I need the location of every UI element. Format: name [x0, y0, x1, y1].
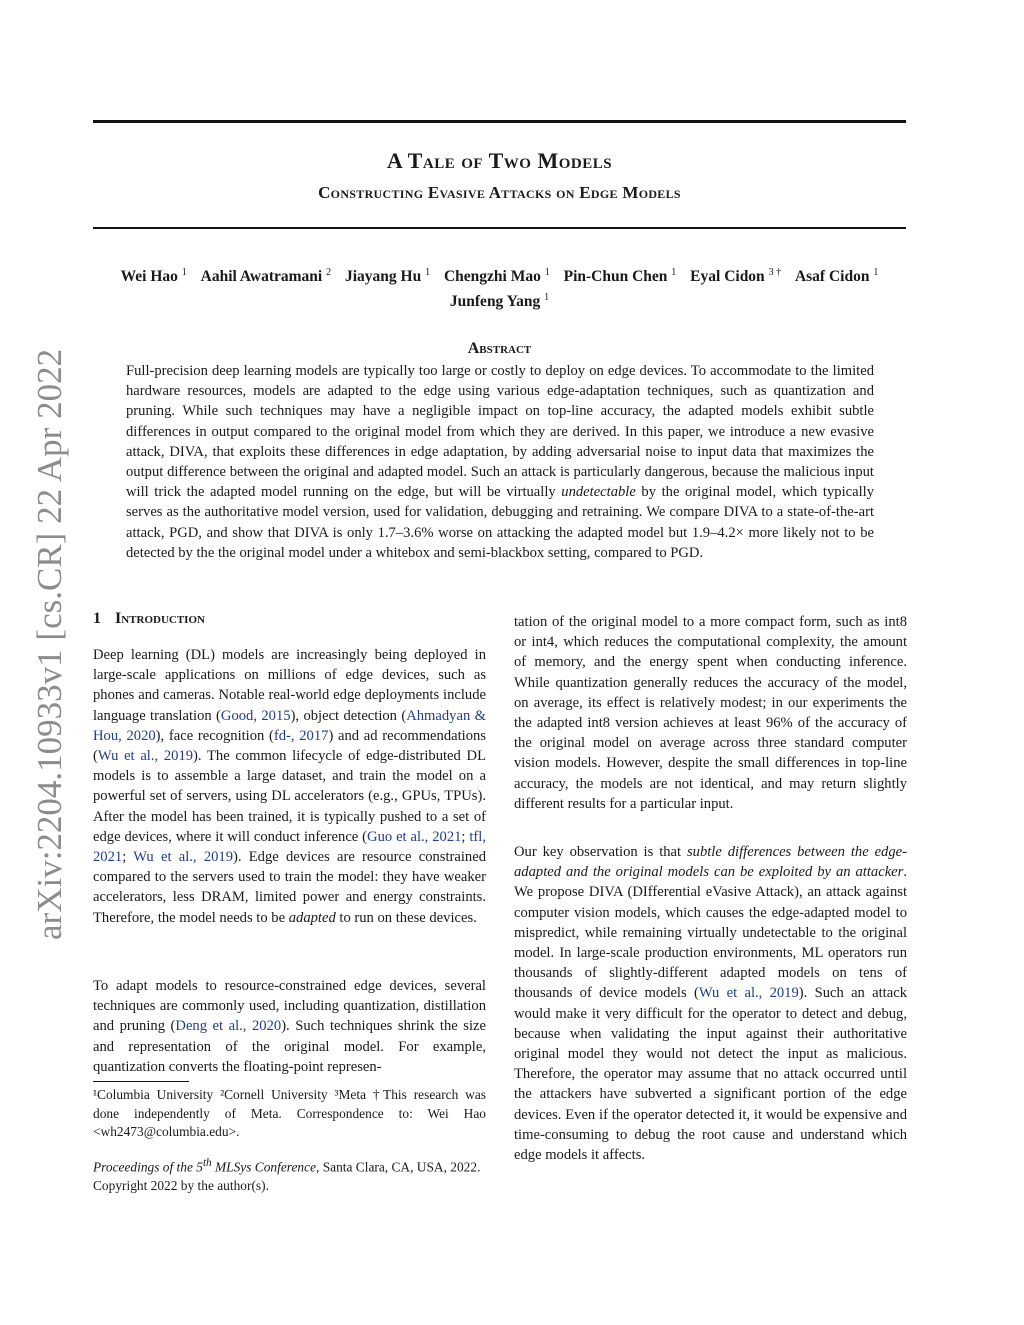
paper-title: A Tale of Two Models	[386, 148, 613, 173]
citation-link[interactable]: fd-, 2017	[273, 727, 329, 744]
author: Chengzhi Mao $^1$	[443, 267, 550, 286]
citation-link[interactable]: Wu et al., 2019	[133, 849, 234, 866]
citation-link[interactable]: Wu et al., 2019	[97, 748, 194, 765]
right-column-paragraph-2: Our key observation is that subtle differences between the edge-adapted and the original models can be exploited by an attacker. We propose DIVA (DIfferential eVasive Attack), an attack against computer vision models, which causes the edge-adapted model to mispredict, while remaining virtually undetectable to the original model. In large-scale production environments, ML operators run thousands of slightly-different adapted models on tens of thousands of device models (Wu et al., 2019). Such an attack would make it very difficult for the operator to detect and debug, because when validating the input against their authoritative original model they would not detect the input as malicious. Therefore, the operator may assume that no attack occurred until the attackers have subverted a significant portion of the edge devices. Even if the operator detected it, it would be expensive and time-consuming to debug the root cause and understand which edge models it affects.	[514, 844, 907, 1164]
right-column-paragraph-1: tation of the original model to a more compact form, such as int8 or int4, which reduces the computational complexity, the amount of memory, and the energy spent when conducting inference. While quantization generally reduces the accuracy of the model, on average, its effect is relatively modest; in our experiments the the adapted int8 version achieves at least 96% of the accuracy of the original model on average across three standard computer vision models. However, despite the small differences in top-line accuracy, the models are not identical, and may return slightly different results for a particular input.	[514, 614, 907, 812]
abstract-text: Full-precision deep learning models are typically too large or costly to deploy on edge devices. To accommodate to the limited hardware resources, models are adapted to the edge using various edge-adaptation techniques, such as quantization and pruning. While such techniques may have a negligible impact on top-line accuracy, the adapted models exhibit subtle differences in output compared to the original model from which they are derived. In this paper, we introduce a new evasive attack, DIVA, that exploits these differences in edge adaptation, by adding adversarial noise to input data that maximizes the output difference between the original and adapted model. Such an attack is particularly dangerous, because the malicious input will trick the adapted model running on the edge, but will be virtually undetectable by the original model, which typically serves as the authoritative model version, used for validation, debugging and retraining. We compare DIVA to a state-of-the-art attack, PGD, and show that DIVA is only 1.7–3.6% worse on attacking the adapted model but 1.9–4.2× more likely not to be detected by the the original model under a whitebox and semi-blackbox setting, compared to PGD.	[126, 363, 874, 561]
citation-link[interactable]: Wu et al., 2019	[698, 985, 799, 1002]
footnote-rule	[93, 1081, 189, 1082]
affiliations-footnote: ¹Columbia University ²Cornell University ³Meta †This research was done independently of Meta. Correspondence to: Wei Hao <wh2473@columbia.edu>.	[93, 1087, 486, 1139]
proceedings-note: Proceedings of the 5th MLSys Conference, Santa Clara, CA, USA, 2022. Copyright 2022 by the author(s).	[93, 1157, 481, 1193]
author: Wei Hao $^1$	[120, 267, 187, 286]
arxiv-identifier: arXiv:2204.10933v1 [cs.CR] 22 Apr 2022	[30, 348, 69, 940]
citation-link[interactable]: Ahmadyan & Hou, 2020	[93, 707, 486, 744]
abstract-heading: Abstract	[467, 340, 532, 357]
author-list	[93, 262, 906, 312]
citation-link[interactable]: Deng et al., 2020	[175, 1018, 282, 1035]
left-column-paragraph-1: Deep learning (DL) models are increasingly being deployed in large-scale applications on millions of edge devices, such as phones and cameras. Notable real-world edge deployments include language translation (Good, 2015), object detection (Ahmadyan & Hou, 2020), face recognition (fd-, 2017) and ad recommendations (Wu et al., 2019). The common lifecycle of edge-distributed DL models is to assemble a large dataset, and train the model on a powerful set of servers, using DL accelerators (e.g., GPUs, TPUs). After the model has been trained, it is typically pushed to a set of edge devices, where it will conduct inference (Guo et al., 2021; tfl, 2021; Wu et al., 2019). Edge devices are resource constrained compared to the servers used to train the model: they have weaker accelerators, less DRAM, limited power and energy constraints. Therefore, the model needs to be adapted to run on these devices.	[93, 647, 486, 926]
title-bottom-rule	[93, 227, 906, 229]
author: Junfeng Yang $^1$	[449, 292, 550, 311]
citation-link[interactable]: Good, 2015	[220, 707, 291, 724]
author: Jiayang Hu $^1$	[345, 267, 431, 286]
paper-subtitle: Constructing Evasive Attacks on Edge Models	[318, 183, 681, 202]
author: Aahil Awatramani $^2$	[200, 267, 332, 286]
author: Asaf Cidon $^1$	[794, 267, 879, 286]
citation-link[interactable]: Guo et al., 2021	[367, 828, 462, 845]
author: Pin-Chun Chen $^1$	[563, 267, 677, 286]
left-column-paragraph-2: To adapt models to resource-constrained edge devices, several techniques are commonly used, including quantization, distillation and pruning (Deng et al., 2020). Such techniques shrink the size and representation of the original model. For example, quantization converts the floating-point represen-	[93, 978, 486, 1075]
top-rule	[93, 120, 906, 123]
section-heading: 1 Introduction	[93, 610, 205, 627]
author: Eyal Cidon $^{3 \dagger}$	[690, 267, 782, 286]
citation-link[interactable]: tfl, 2021	[93, 828, 486, 866]
